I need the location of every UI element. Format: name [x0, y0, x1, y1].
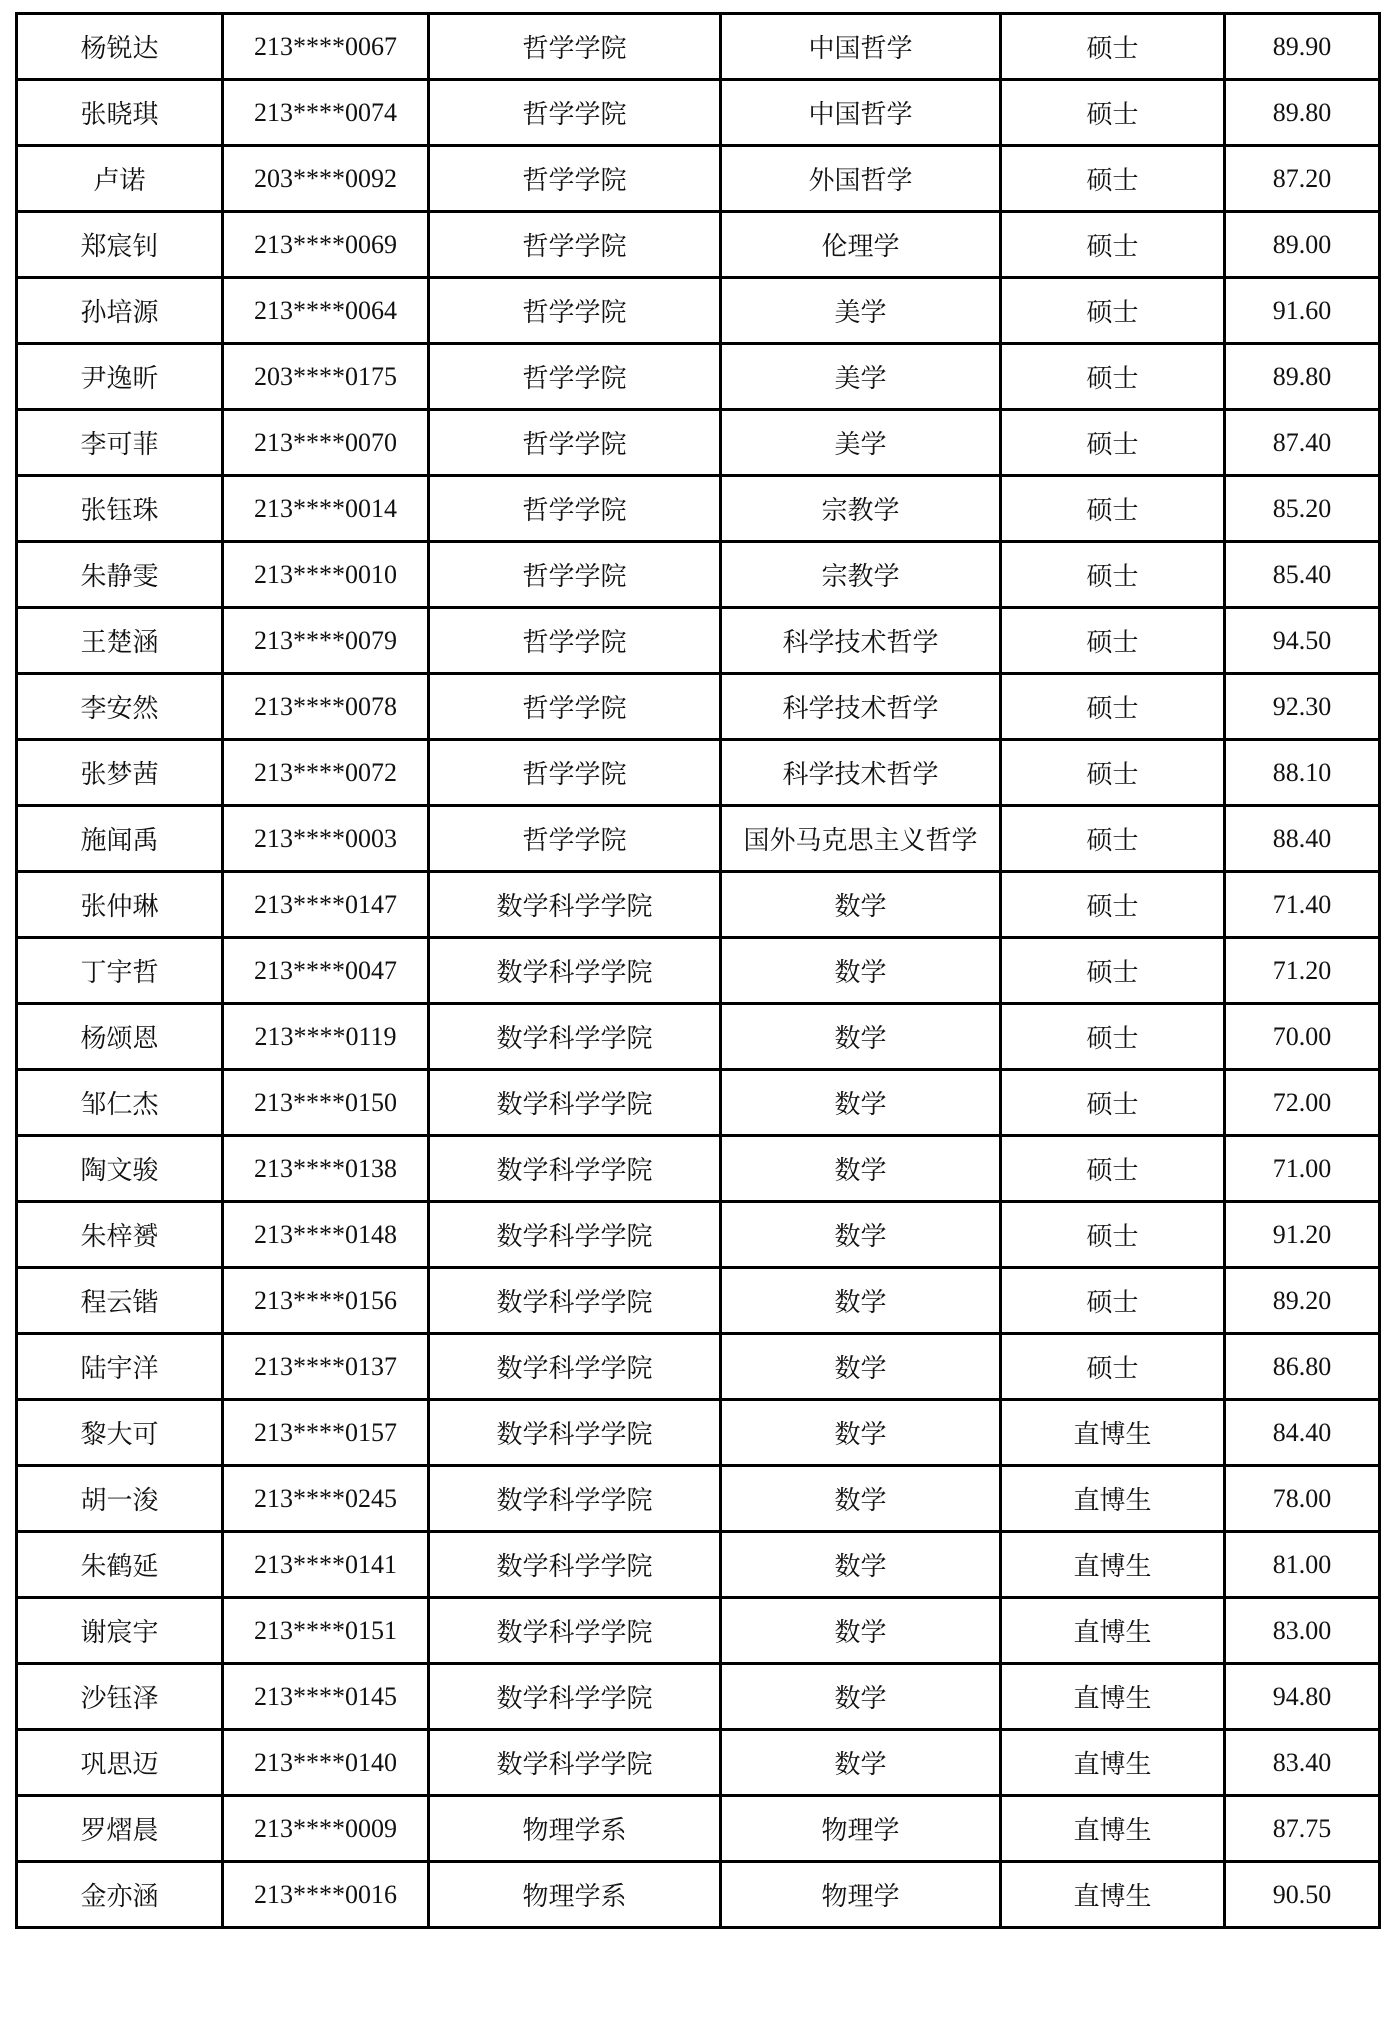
table-row: [17, 1334, 1380, 1400]
degree-type-cell: 直博生: [1001, 1532, 1225, 1598]
student-name-cell: 杨颂恩: [17, 1004, 223, 1070]
score-cell: 89.80: [1225, 80, 1380, 146]
school-cell: 数学科学学院: [429, 1136, 721, 1202]
major-cell: 美学: [721, 278, 1001, 344]
student-id-cell: 213****0141: [223, 1532, 429, 1598]
major-cell: 数学: [721, 938, 1001, 1004]
score-cell: 88.40: [1225, 806, 1380, 872]
score-cell: 78.00: [1225, 1466, 1380, 1532]
student-name-cell: 胡一浚: [17, 1466, 223, 1532]
score-cell: 87.20: [1225, 146, 1380, 212]
degree-type-cell: 硕士: [1001, 740, 1225, 806]
major-cell: 伦理学: [721, 212, 1001, 278]
degree-type-cell: 直博生: [1001, 1598, 1225, 1664]
student-id-cell: 203****0175: [223, 344, 429, 410]
degree-type-cell: 硕士: [1001, 938, 1225, 1004]
student-id-cell: 213****0003: [223, 806, 429, 872]
major-cell: 宗教学: [721, 476, 1001, 542]
score-cell: 87.40: [1225, 410, 1380, 476]
major-cell: 数学: [721, 1598, 1001, 1664]
table-row: [17, 80, 1380, 146]
degree-type-cell: 硕士: [1001, 542, 1225, 608]
school-cell: 哲学学院: [429, 674, 721, 740]
degree-type-cell: 硕士: [1001, 146, 1225, 212]
student-id-cell: 213****0072: [223, 740, 429, 806]
school-cell: 数学科学学院: [429, 1400, 721, 1466]
degree-type-cell: 硕士: [1001, 278, 1225, 344]
student-name-cell: 张钰珠: [17, 476, 223, 542]
school-cell: 数学科学学院: [429, 1532, 721, 1598]
school-cell: 数学科学学院: [429, 1070, 721, 1136]
score-cell: 83.40: [1225, 1730, 1380, 1796]
major-cell: 国外马克思主义哲学: [721, 806, 1001, 872]
score-cell: 70.00: [1225, 1004, 1380, 1070]
school-cell: 哲学学院: [429, 476, 721, 542]
degree-type-cell: 硕士: [1001, 14, 1225, 80]
student-name-cell: 朱鹤延: [17, 1532, 223, 1598]
student-id-cell: 213****0079: [223, 608, 429, 674]
table-row: [17, 1664, 1380, 1730]
major-cell: 数学: [721, 872, 1001, 938]
score-cell: 84.40: [1225, 1400, 1380, 1466]
degree-type-cell: 硕士: [1001, 1136, 1225, 1202]
student-name-cell: 郑宸钊: [17, 212, 223, 278]
score-cell: 90.50: [1225, 1862, 1380, 1928]
major-cell: 数学: [721, 1070, 1001, 1136]
student-id-cell: 213****0156: [223, 1268, 429, 1334]
school-cell: 哲学学院: [429, 146, 721, 212]
major-cell: 数学: [721, 1202, 1001, 1268]
table-row: [17, 806, 1380, 872]
major-cell: 中国哲学: [721, 80, 1001, 146]
table-row: [17, 542, 1380, 608]
degree-type-cell: 直博生: [1001, 1796, 1225, 1862]
major-cell: 外国哲学: [721, 146, 1001, 212]
score-cell: 94.80: [1225, 1664, 1380, 1730]
student-id-cell: 213****0140: [223, 1730, 429, 1796]
student-name-cell: 金亦涵: [17, 1862, 223, 1928]
score-cell: 71.20: [1225, 938, 1380, 1004]
student-name-cell: 李安然: [17, 674, 223, 740]
major-cell: 数学: [721, 1466, 1001, 1532]
school-cell: 数学科学学院: [429, 1466, 721, 1532]
table-row: [17, 1268, 1380, 1334]
degree-type-cell: 硕士: [1001, 608, 1225, 674]
school-cell: 哲学学院: [429, 806, 721, 872]
score-cell: 92.30: [1225, 674, 1380, 740]
table-row: [17, 278, 1380, 344]
school-cell: 数学科学学院: [429, 1202, 721, 1268]
table-row: [17, 410, 1380, 476]
student-name-cell: 陶文骏: [17, 1136, 223, 1202]
degree-type-cell: 直博生: [1001, 1400, 1225, 1466]
school-cell: 哲学学院: [429, 608, 721, 674]
major-cell: 科学技术哲学: [721, 674, 1001, 740]
score-cell: 89.80: [1225, 344, 1380, 410]
table-row: [17, 674, 1380, 740]
student-id-cell: 213****0064: [223, 278, 429, 344]
table-row: [17, 740, 1380, 806]
score-cell: 71.40: [1225, 872, 1380, 938]
student-name-cell: 丁宇哲: [17, 938, 223, 1004]
degree-type-cell: 硕士: [1001, 1202, 1225, 1268]
student-id-cell: 213****0151: [223, 1598, 429, 1664]
degree-type-cell: 硕士: [1001, 806, 1225, 872]
degree-type-cell: 硕士: [1001, 872, 1225, 938]
school-cell: 物理学系: [429, 1796, 721, 1862]
major-cell: 数学: [721, 1136, 1001, 1202]
degree-type-cell: 硕士: [1001, 80, 1225, 146]
table-row: [17, 146, 1380, 212]
student-name-cell: 陆宇洋: [17, 1334, 223, 1400]
student-name-cell: 沙钰泽: [17, 1664, 223, 1730]
score-cell: 85.20: [1225, 476, 1380, 542]
major-cell: 宗教学: [721, 542, 1001, 608]
score-cell: 94.50: [1225, 608, 1380, 674]
degree-type-cell: 硕士: [1001, 476, 1225, 542]
major-cell: 数学: [721, 1532, 1001, 1598]
table-row: [17, 1796, 1380, 1862]
table-row: [17, 1598, 1380, 1664]
student-name-cell: 张仲琳: [17, 872, 223, 938]
student-name-cell: 邹仁杰: [17, 1070, 223, 1136]
degree-type-cell: 硕士: [1001, 212, 1225, 278]
major-cell: 物理学: [721, 1796, 1001, 1862]
table-row: [17, 1004, 1380, 1070]
table-row: [17, 212, 1380, 278]
student-name-cell: 张梦茜: [17, 740, 223, 806]
school-cell: 数学科学学院: [429, 872, 721, 938]
table-row: [17, 872, 1380, 938]
student-name-cell: 罗熠晨: [17, 1796, 223, 1862]
table-row: [17, 1136, 1380, 1202]
school-cell: 数学科学学院: [429, 1268, 721, 1334]
score-cell: 91.60: [1225, 278, 1380, 344]
student-name-cell: 朱梓赟: [17, 1202, 223, 1268]
student-name-cell: 巩思迈: [17, 1730, 223, 1796]
school-cell: 哲学学院: [429, 212, 721, 278]
student-name-cell: 黎大可: [17, 1400, 223, 1466]
student-name-cell: 朱静雯: [17, 542, 223, 608]
score-cell: 89.20: [1225, 1268, 1380, 1334]
score-cell: 83.00: [1225, 1598, 1380, 1664]
score-cell: 88.10: [1225, 740, 1380, 806]
major-cell: 美学: [721, 344, 1001, 410]
school-cell: 数学科学学院: [429, 1664, 721, 1730]
score-cell: 71.00: [1225, 1136, 1380, 1202]
table-row: [17, 476, 1380, 542]
degree-type-cell: 硕士: [1001, 1070, 1225, 1136]
student-id-cell: 213****0070: [223, 410, 429, 476]
table-row: [17, 1202, 1380, 1268]
table-row: [17, 608, 1380, 674]
student-name-cell: 王楚涵: [17, 608, 223, 674]
admission-list-table: [15, 12, 1381, 1929]
score-cell: 89.90: [1225, 14, 1380, 80]
table-row: [17, 938, 1380, 1004]
student-id-cell: 213****0150: [223, 1070, 429, 1136]
school-cell: 哲学学院: [429, 542, 721, 608]
student-id-cell: 213****0119: [223, 1004, 429, 1070]
major-cell: 科学技术哲学: [721, 608, 1001, 674]
table-row: [17, 1466, 1380, 1532]
score-cell: 72.00: [1225, 1070, 1380, 1136]
student-id-cell: 203****0092: [223, 146, 429, 212]
school-cell: 哲学学院: [429, 278, 721, 344]
school-cell: 哲学学院: [429, 344, 721, 410]
student-id-cell: 213****0078: [223, 674, 429, 740]
degree-type-cell: 直博生: [1001, 1730, 1225, 1796]
major-cell: 数学: [721, 1334, 1001, 1400]
table-row: [17, 14, 1380, 80]
score-cell: 89.00: [1225, 212, 1380, 278]
school-cell: 物理学系: [429, 1862, 721, 1928]
student-id-cell: 213****0145: [223, 1664, 429, 1730]
school-cell: 数学科学学院: [429, 938, 721, 1004]
student-name-cell: 杨锐达: [17, 14, 223, 80]
student-id-cell: 213****0157: [223, 1400, 429, 1466]
student-id-cell: 213****0138: [223, 1136, 429, 1202]
school-cell: 哲学学院: [429, 80, 721, 146]
school-cell: 数学科学学院: [429, 1004, 721, 1070]
student-name-cell: 卢诺: [17, 146, 223, 212]
major-cell: 数学: [721, 1400, 1001, 1466]
student-name-cell: 施闻禹: [17, 806, 223, 872]
degree-type-cell: 硕士: [1001, 1334, 1225, 1400]
major-cell: 中国哲学: [721, 14, 1001, 80]
student-id-cell: 213****0148: [223, 1202, 429, 1268]
student-name-cell: 尹逸昕: [17, 344, 223, 410]
school-cell: 哲学学院: [429, 740, 721, 806]
student-id-cell: 213****0147: [223, 872, 429, 938]
table-row: [17, 1400, 1380, 1466]
table-row: [17, 1730, 1380, 1796]
degree-type-cell: 硕士: [1001, 344, 1225, 410]
table-row: [17, 344, 1380, 410]
student-id-cell: 213****0009: [223, 1796, 429, 1862]
school-cell: 哲学学院: [429, 14, 721, 80]
major-cell: 美学: [721, 410, 1001, 476]
major-cell: 科学技术哲学: [721, 740, 1001, 806]
student-id-cell: 213****0137: [223, 1334, 429, 1400]
student-name-cell: 李可菲: [17, 410, 223, 476]
score-cell: 87.75: [1225, 1796, 1380, 1862]
degree-type-cell: 直博生: [1001, 1466, 1225, 1532]
student-id-cell: 213****0016: [223, 1862, 429, 1928]
degree-type-cell: 硕士: [1001, 1268, 1225, 1334]
student-id-cell: 213****0067: [223, 14, 429, 80]
school-cell: 数学科学学院: [429, 1598, 721, 1664]
school-cell: 哲学学院: [429, 410, 721, 476]
table-row: [17, 1070, 1380, 1136]
score-cell: 91.20: [1225, 1202, 1380, 1268]
degree-type-cell: 硕士: [1001, 674, 1225, 740]
table-row: [17, 1862, 1380, 1928]
table-body: [17, 14, 1380, 1928]
degree-type-cell: 硕士: [1001, 410, 1225, 476]
degree-type-cell: 直博生: [1001, 1862, 1225, 1928]
major-cell: 数学: [721, 1730, 1001, 1796]
student-id-cell: 213****0069: [223, 212, 429, 278]
student-name-cell: 张晓琪: [17, 80, 223, 146]
score-cell: 85.40: [1225, 542, 1380, 608]
major-cell: 数学: [721, 1268, 1001, 1334]
score-cell: 86.80: [1225, 1334, 1380, 1400]
degree-type-cell: 直博生: [1001, 1664, 1225, 1730]
student-id-cell: 213****0010: [223, 542, 429, 608]
degree-type-cell: 硕士: [1001, 1004, 1225, 1070]
student-id-cell: 213****0245: [223, 1466, 429, 1532]
major-cell: 物理学: [721, 1862, 1001, 1928]
school-cell: 数学科学学院: [429, 1730, 721, 1796]
table-row: [17, 1532, 1380, 1598]
student-id-cell: 213****0047: [223, 938, 429, 1004]
student-id-cell: 213****0074: [223, 80, 429, 146]
student-id-cell: 213****0014: [223, 476, 429, 542]
major-cell: 数学: [721, 1004, 1001, 1070]
student-name-cell: 孙培源: [17, 278, 223, 344]
school-cell: 数学科学学院: [429, 1334, 721, 1400]
score-cell: 81.00: [1225, 1532, 1380, 1598]
major-cell: 数学: [721, 1664, 1001, 1730]
student-name-cell: 程云锴: [17, 1268, 223, 1334]
student-name-cell: 谢宸宇: [17, 1598, 223, 1664]
